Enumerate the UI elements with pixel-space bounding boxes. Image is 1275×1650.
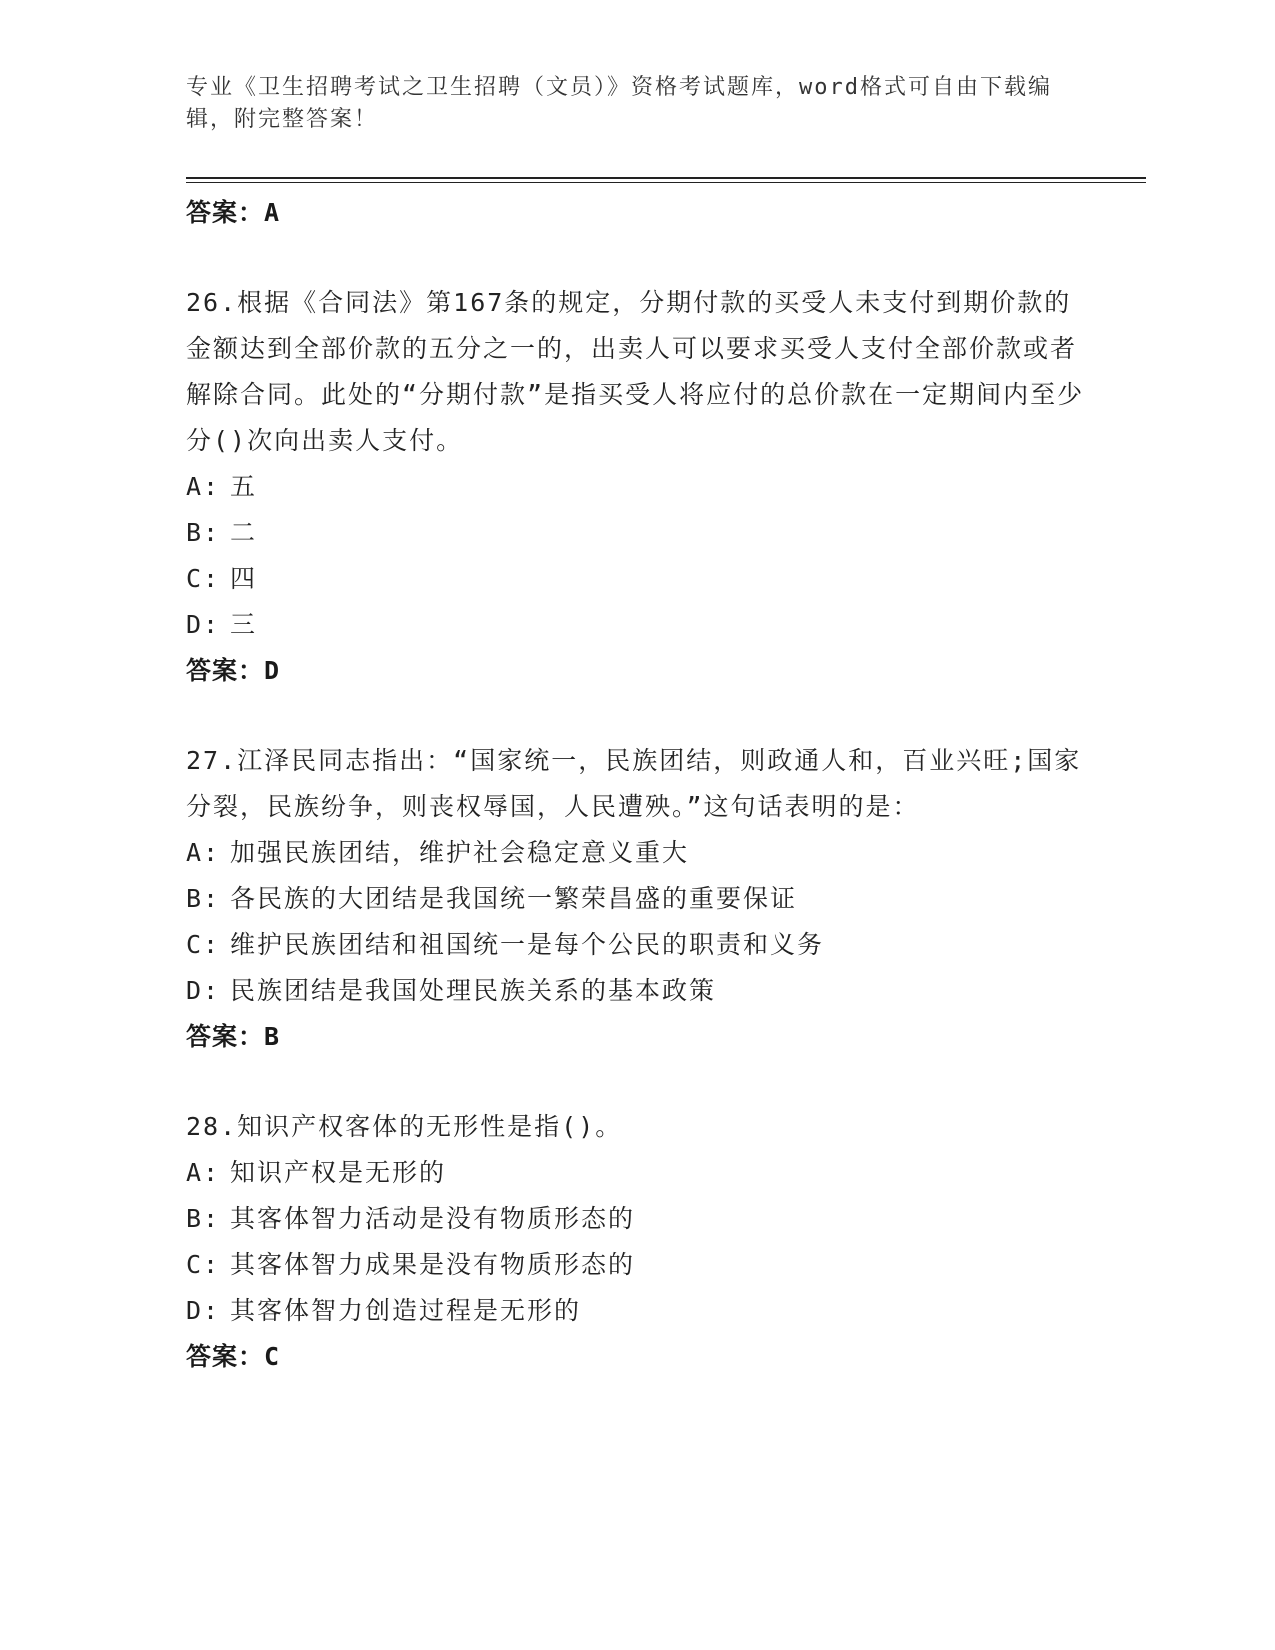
- option-letter: D:: [186, 976, 221, 1005]
- question-stem: 27.江泽民同志指出：“国家统一，民族团结，则政通人和，百业兴旺;国家分裂，民族纷争，则丧权辱国，人民遭殃。”这句话表明的是：: [186, 746, 1082, 821]
- option-text: 知识产权是无形的: [230, 1158, 447, 1187]
- option-letter: A:: [186, 472, 221, 501]
- option-letter: C:: [186, 1250, 221, 1279]
- option-letter: B:: [186, 884, 221, 913]
- option-b: [186, 1196, 1086, 1242]
- answer-line: 答案：B: [186, 1022, 281, 1051]
- option-text: 四: [230, 564, 258, 593]
- option-a: [186, 464, 1086, 510]
- question-stem: 26.根据《合同法》第167条的规定，分期付款的买受人未支付到期价款的金额达到全部价款的五分之一的，出卖人可以要求买受人支付全部价款或者解除合同。此处的“分期付款”是指买受人将应付的总价款在一定期间内至少分()次向出卖人支付。: [186, 288, 1085, 455]
- option-letter: C:: [186, 564, 221, 593]
- question-list: [186, 190, 1086, 1380]
- option-c: [186, 556, 1086, 602]
- option-b: [186, 510, 1086, 556]
- question-27: [186, 738, 1086, 1060]
- option-letter: A:: [186, 1158, 221, 1187]
- option-letter: B:: [186, 518, 221, 547]
- document-header: 专业《卫生招聘考试之卫生招聘（文员）》资格考试题库，word格式可自由下载编辑，附完整答案！: [186, 75, 1052, 132]
- option-text: 各民族的大团结是我国统一繁荣昌盛的重要保证: [230, 884, 798, 913]
- option-text: 其客体智力活动是没有物质形态的: [230, 1204, 636, 1233]
- option-text: 加强民族团结，维护社会稳定意义重大: [230, 838, 690, 867]
- question-28: [186, 1104, 1086, 1380]
- option-letter: D:: [186, 610, 221, 639]
- option-d: [186, 602, 1086, 648]
- option-a: [186, 830, 1086, 876]
- option-d: [186, 968, 1086, 1014]
- header-divider-thin: [186, 182, 1146, 183]
- option-text: 其客体智力成果是没有物质形态的: [230, 1250, 636, 1279]
- option-text: 其客体智力创造过程是无形的: [230, 1296, 582, 1325]
- question-stem: 28.知识产权客体的无形性是指()。: [186, 1112, 623, 1141]
- option-text: 二: [230, 518, 258, 547]
- question-26: [186, 280, 1086, 694]
- option-d: [186, 1288, 1086, 1334]
- option-a: [186, 1150, 1086, 1196]
- answer-line: 答案：C: [186, 1342, 281, 1371]
- option-letter: C:: [186, 930, 221, 959]
- option-text: 维护民族团结和祖国统一是每个公民的职责和义务: [230, 930, 825, 959]
- answer-line: 答案：D: [186, 656, 281, 685]
- option-letter: A:: [186, 838, 221, 867]
- option-letter: D:: [186, 1296, 221, 1325]
- option-text: 民族团结是我国处理民族关系的基本政策: [230, 976, 717, 1005]
- option-c: [186, 922, 1086, 968]
- option-letter: B:: [186, 1204, 221, 1233]
- header-divider-thick: [186, 177, 1146, 179]
- option-b: [186, 876, 1086, 922]
- option-text: 五: [230, 472, 258, 501]
- option-c: [186, 1242, 1086, 1288]
- option-text: 三: [230, 610, 258, 639]
- previous-answer: 答案：A: [186, 198, 281, 227]
